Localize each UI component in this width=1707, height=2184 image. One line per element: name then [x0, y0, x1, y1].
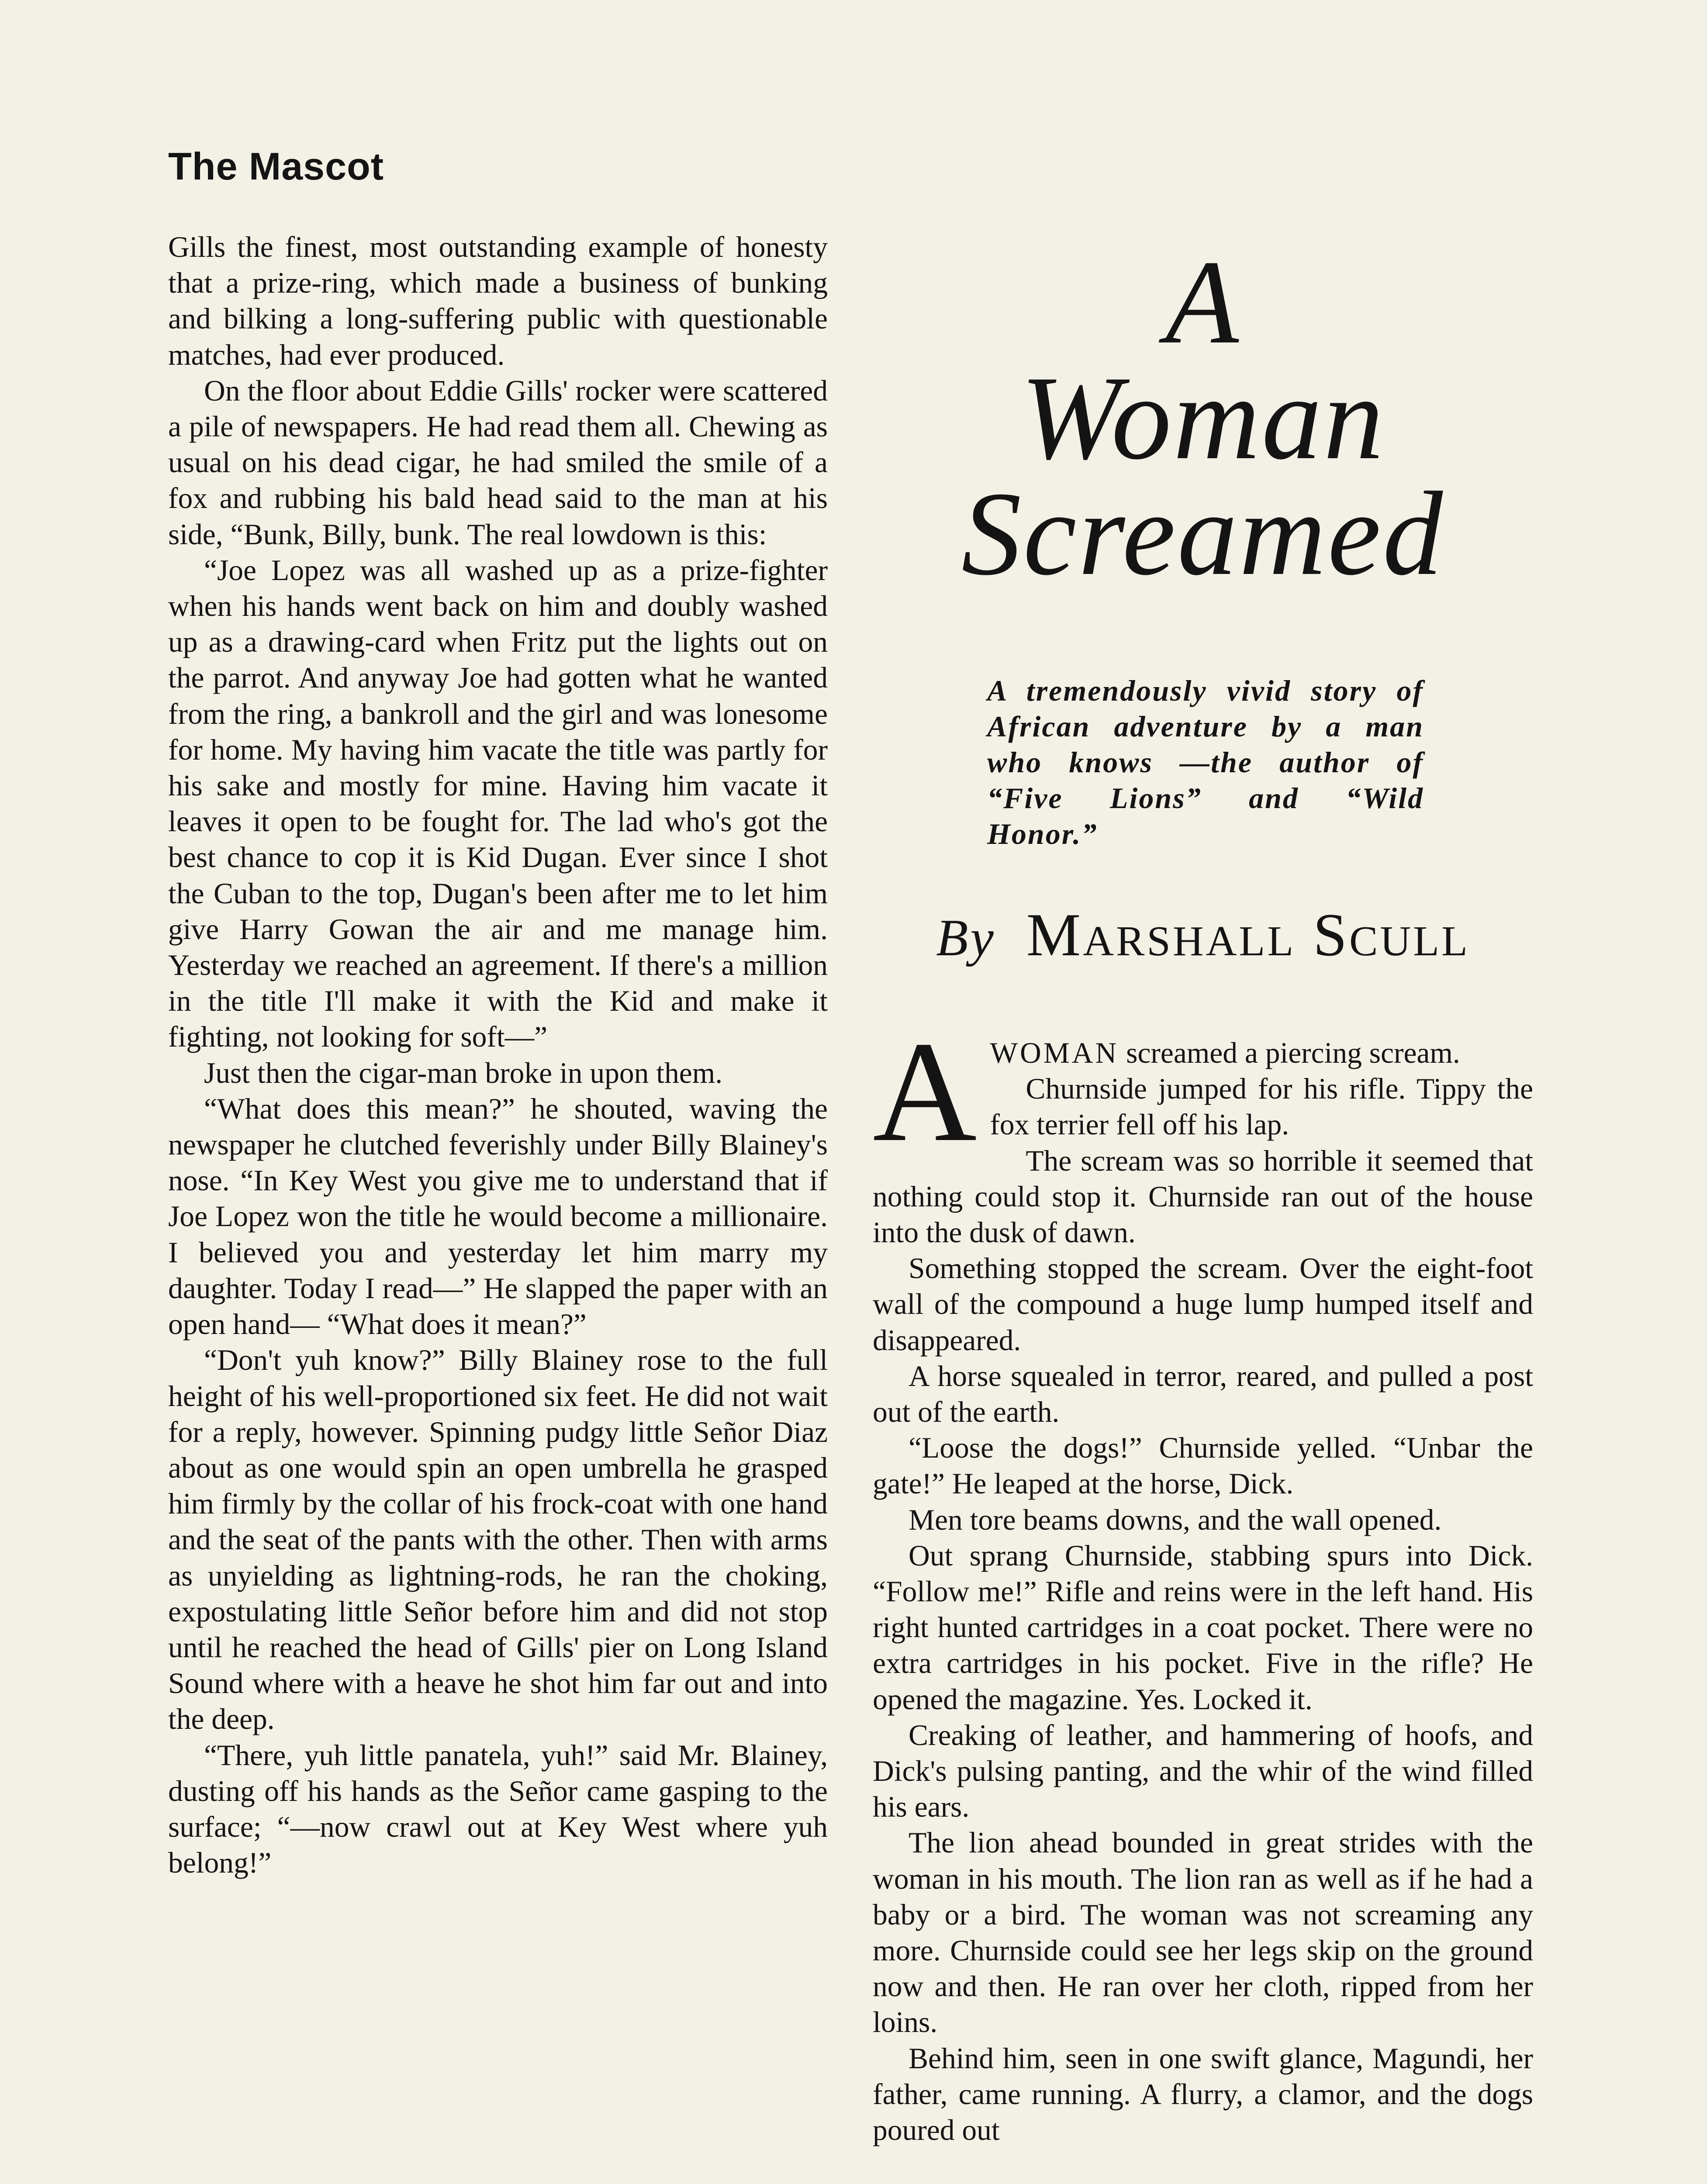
left-column-paragraph: “What does this mean?” he shouted, waving the newspaper he clutched feverishly under Billy Blainey's nose. “In Key West you give me to understand that if Joe Lopez won the title he would become a millionaire. I believed you and yesterday let him marry my daughter. Today I read—” He slapped the paper with an open hand— “What does it mean?” — [168, 1092, 828, 1341]
right-column-paragraph: A horse squealed in terror, reared, and pulled a post out of the earth. — [873, 1359, 1533, 1429]
left-column-paragraph: Just then the cigar-man broke in upon them. — [204, 1056, 723, 1089]
byline-author: Marshall Scull — [1026, 901, 1470, 969]
left-column-paragraph: “Don't yuh know?” Billy Blainey rose to the full height of his well-proportioned six feet. He did not wait for a reply, however. Spinning pudgy little Señor Diaz about as one would spin an open umbrella he grasped him firmly by the collar of his frock-coat with one hand and the seat of the pants with the other. Then with arms as unyielding as lightning-rods, he ran the choking, expostulating little Señor before him and did not stop until he reached the head of Gills' pier on Long Island Sound where with a heave he shot him far out and into the deep. — [168, 1344, 828, 1736]
byline — [873, 900, 1533, 970]
left-column — [168, 229, 828, 1881]
right-column-paragraph: Men tore beams downs, and the wall opened. — [909, 1503, 1442, 1536]
story-first-words: WOMAN — [990, 1037, 1119, 1069]
byline-by: By — [936, 909, 996, 967]
right-column-paragraph: “Loose the dogs!” Churnside yelled. “Unbar the gate!” He leaped at the horse, Dick. — [873, 1431, 1533, 1500]
right-column-paragraph: The scream was so horrible it seemed that nothing could stop it. Churnside ran out of the house into the dusk of dawn. — [873, 1144, 1533, 1249]
left-column-paragraph: Gills the finest, most outstanding example of honesty that a prize-ring, which made a business of bunking and bilking a long-suffering public with questionable matches, had ever produced. — [168, 231, 828, 371]
right-column — [873, 1012, 1533, 2148]
right-column-paragraph: Creaking of leather, and hammering of hoofs, and Dick's pulsing panting, and the whir of the wind filled his ears. — [873, 1718, 1533, 1824]
drop-cap: A — [873, 1012, 977, 1171]
title-line-3: Screamed — [961, 467, 1445, 600]
right-column-paragraph: Behind him, seen in one swift glance, Magundi, her father, came running. A flurry, a clamor, and the dogs poured out — [873, 2042, 1533, 2147]
left-column-paragraph: “Joe Lopez was all washed up as a prize-fighter when his hands went back on him and doubly washed up as a drawing-card when Fritz put the lights out on the parrot. And anyway Joe had gotten what he wanted from the ring, a bankroll and the girl and was lonesome for home. My having him vacate the title was partly for his sake and mostly for mine. Having him vacate it leaves it open to be fought for. The lad who's got the best chance to cop it is Kid Dugan. Ever since I shot the Cuban to the top, Dugan's been after me to let him give Harry Gowan the air and me manage him. Yesterday we reached an agreement. If there's a million in the title I'll make it with the Kid and make it fighting, not looking for soft—” — [168, 553, 828, 1054]
left-column-paragraph: “There, yuh little panatela, yuh!” said Mr. Blainey, dusting off his hands as the Señor came gasping to the surface; “—now crawl out at Key West where yuh belong!” — [168, 1738, 828, 1880]
title-line-2: Woman — [1020, 352, 1386, 484]
story-deck: A tremendously vivid story of African adventure by a man who knows —the author of “Five Lions” and “Wild Honor.” — [987, 674, 1424, 850]
right-column-paragraph: The lion ahead bounded in great strides with the woman in his mouth. The lion ran as well as if he had a baby or a bird. The woman was not screaming any more. Churnside could see her legs skip on the ground now and then. He ran over her cloth, ripped from her loins. — [873, 1826, 1533, 2039]
right-column-paragraph: Something stopped the scream. Over the eight-foot wall of the compound a huge lump humped itself and disappeared. — [873, 1252, 1533, 1357]
right-column-paragraph: Out sprang Churnside, stabbing spurs into Dick. “Follow me!” Rifle and reins were in the left hand. His right hunted cartridges in a coat pocket. There were no extra cartridges in his pocket. Five in the rifle? He opened the magazine. Yes. Locked it. — [873, 1539, 1533, 1716]
left-column-paragraph: On the floor about Eddie Gills' rocker were scattered a pile of newspapers. He had read them all. Chewing as usual on his dead cigar, he had smiled the smile of a fox and rubbing his bald head said to the man at his side, “Bunk, Billy, bunk. The real lowdown is this: — [168, 374, 828, 551]
right-column-paragraph: Churnside jumped for his rifle. Tippy the fox terrier fell off his lap. — [990, 1072, 1533, 1141]
story-title — [873, 236, 1533, 600]
title-line-1: A — [1165, 236, 1241, 369]
story-first-rest: screamed a piercing scream. — [1119, 1037, 1460, 1069]
running-head: The Mascot — [168, 145, 384, 188]
